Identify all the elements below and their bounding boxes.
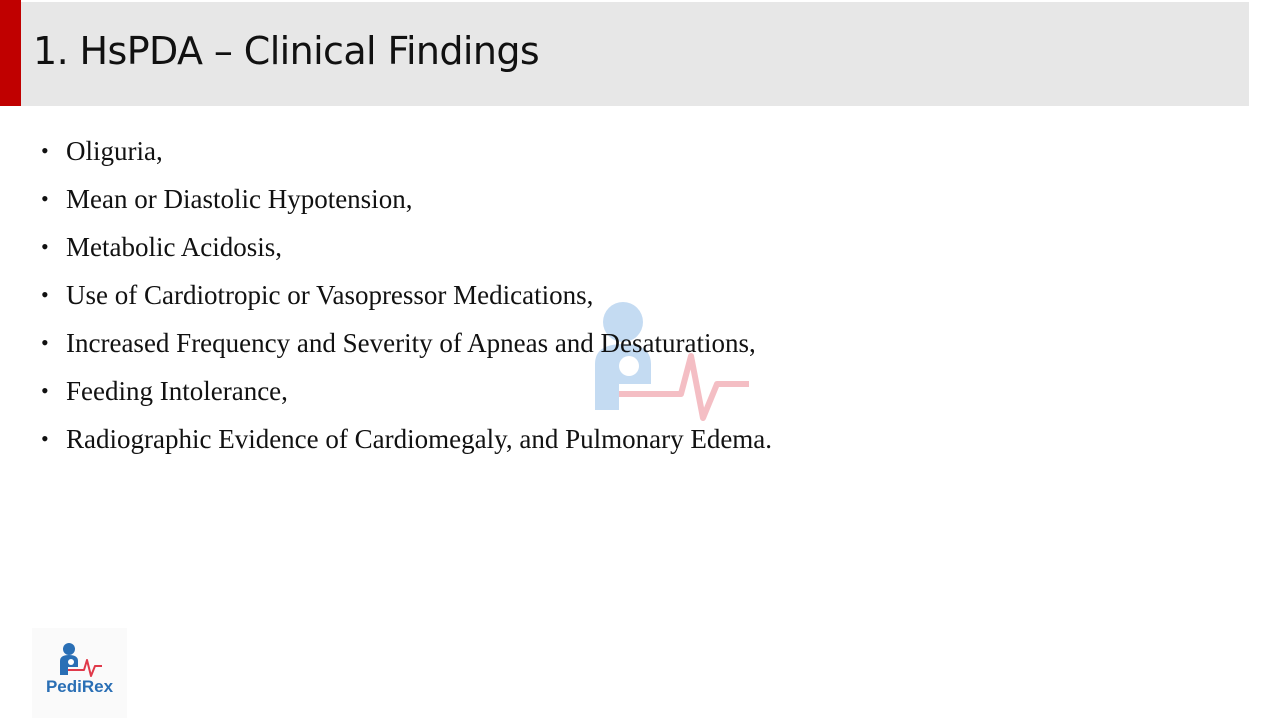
slide-title: 1. HsPDA – Clinical Findings [33, 29, 540, 73]
bullet-icon: • [41, 186, 49, 211]
bullet-icon: • [41, 426, 49, 451]
watermark-logo-icon [585, 298, 755, 428]
person-heartbeat-icon [58, 642, 102, 678]
list-item-text: Metabolic Acidosis, [66, 232, 282, 262]
logo-text: PediRex [45, 677, 114, 696]
pedirex-logo [32, 628, 127, 718]
title-band [21, 2, 1249, 106]
list-item-text: Oliguria, [66, 136, 163, 166]
list-item-text: Mean or Diastolic Hypotension, [66, 184, 413, 214]
list-item-text: Increased Frequency and Severity of Apneas and Desaturations, [66, 328, 756, 358]
bullet-icon: • [41, 234, 49, 259]
bullet-icon: • [41, 330, 49, 355]
bullet-icon: • [41, 378, 49, 403]
bullet-icon: • [41, 282, 49, 307]
list-item-text: Feeding Intolerance, [66, 376, 288, 406]
title-accent-bar [0, 0, 21, 106]
list-item-text: Use of Cardiotropic or Vasopressor Medications, [66, 280, 594, 310]
bullet-icon: • [41, 138, 49, 163]
list-item-text: Radiographic Evidence of Cardiomegaly, and Pulmonary Edema. [66, 424, 773, 454]
